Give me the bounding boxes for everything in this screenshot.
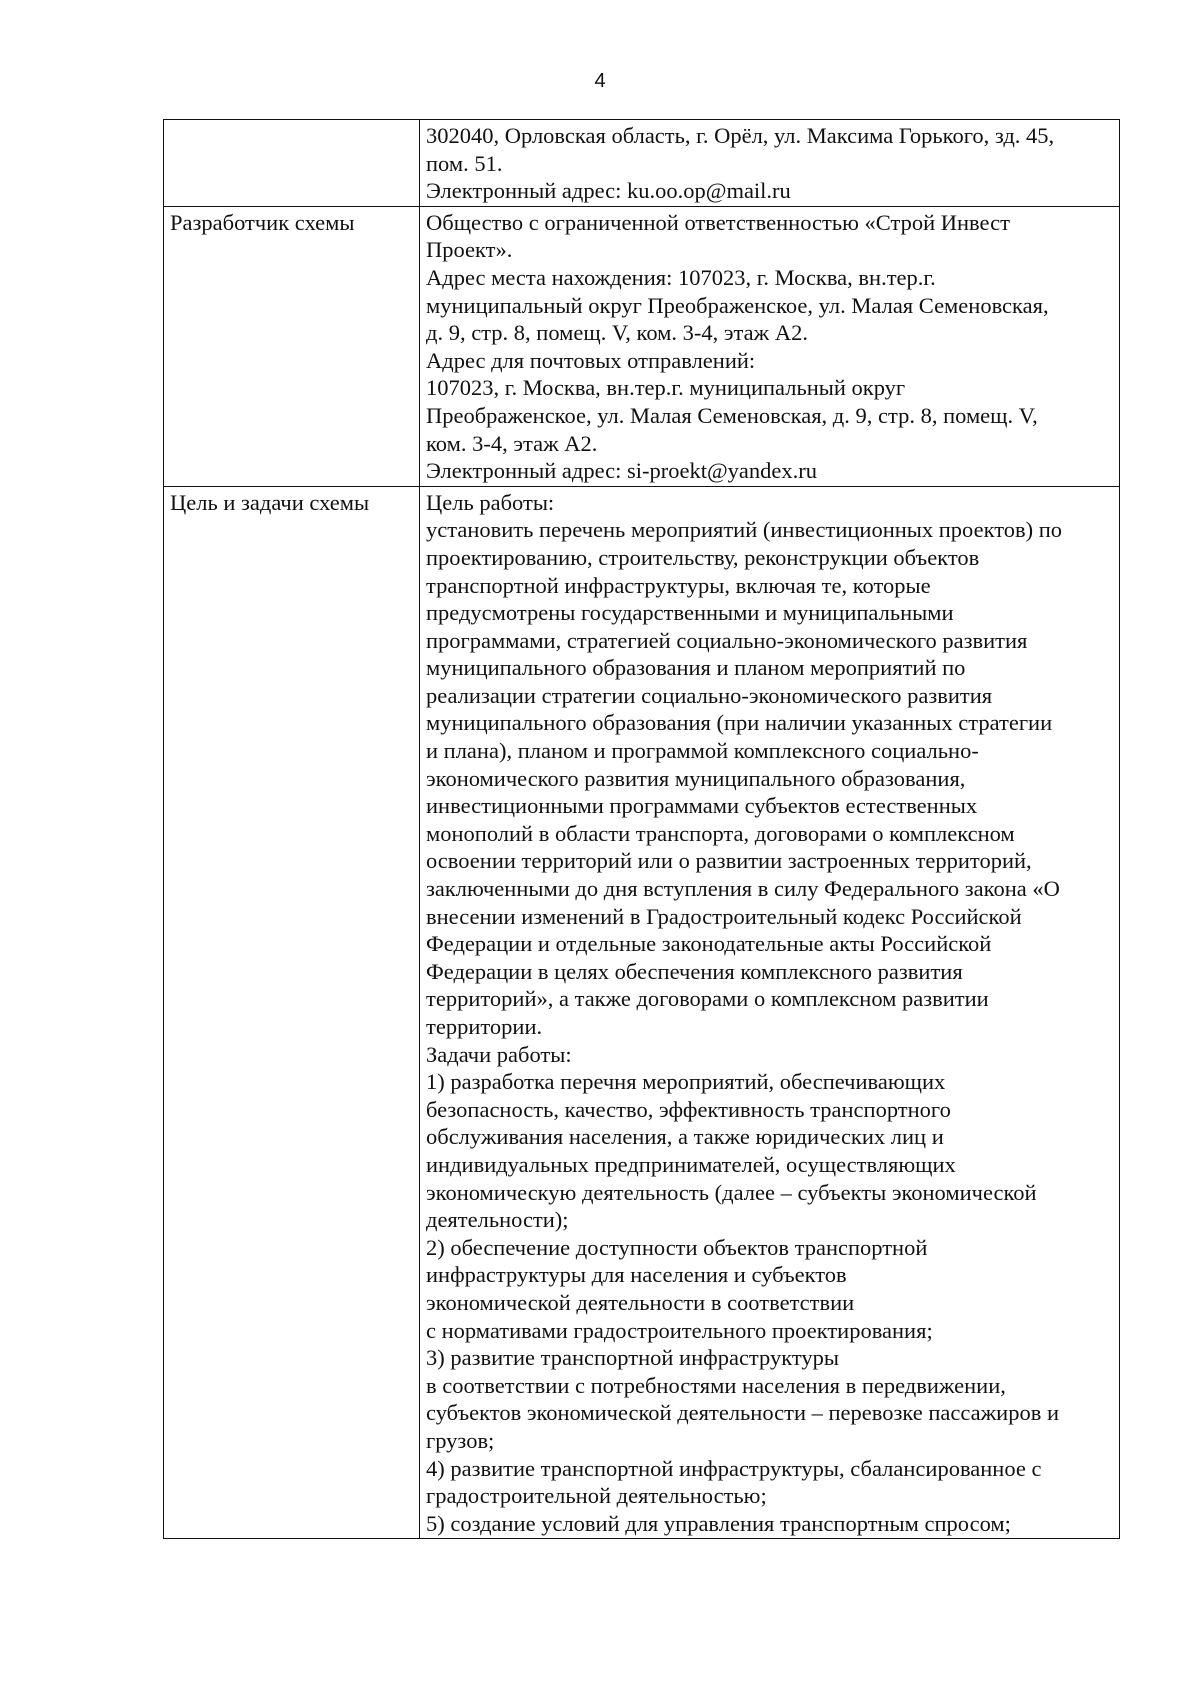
table-row <box>164 206 1120 486</box>
row-value-line: монополий в области транспорта, договорами о комплексном <box>426 820 1015 846</box>
row-value-line: транспортной инфраструктуры, включая те, которые <box>426 572 931 598</box>
row-value-line: 302040, Орловская область, г. Орёл, ул. Максима Горького, зд. 45, <box>426 123 1055 148</box>
row-value-line: безопасность, качество, эффективность транспортного <box>426 1096 951 1122</box>
row-value-line: Общество с ограниченной ответственностью «Строй Инвест <box>426 209 1010 235</box>
row-value-line: 5) создание условий для управления транспортным спросом; <box>426 1510 1011 1536</box>
row-value-line: территории. <box>426 1014 543 1039</box>
row-value-line: инвестиционными программами субъектов естественных <box>426 793 978 819</box>
row-value-cell <box>420 486 1120 1539</box>
row-value-line: обслуживания населения, а также юридических лиц и <box>426 1124 944 1150</box>
row-value-line: заключенными до дня вступления в силу Федерального закона «О <box>426 876 1060 902</box>
row-value-line: экономического развития муниципального образования, <box>426 765 966 791</box>
row-value-cell <box>420 120 1120 207</box>
row-value-line: Проект». <box>426 237 513 263</box>
row-value-line: 4) развитие транспортной инфраструктуры, сбалансированное с <box>426 1455 1042 1481</box>
row-value-line: и плана), планом и программой комплексного социально- <box>426 738 979 764</box>
row-value-line: деятельности); <box>426 1207 569 1233</box>
row-label: Цель и задачи схемы <box>170 489 370 515</box>
row-value-line: Адрес для почтовых отправлений: <box>426 347 756 373</box>
row-value-line: ком. 3-4, этаж А2. <box>426 430 598 456</box>
row-value-line: муниципальный округ Преображенское, ул. Малая Семеновская, <box>426 292 1049 318</box>
row-value-line: внесении изменений в Градостроительный кодекс Российской <box>426 903 1022 929</box>
row-value-line: Федерации и отдельные законодательные акты Российской <box>426 931 992 957</box>
row-value-line: территорий», а также договорами о комплексном развитии <box>426 986 989 1012</box>
row-value-line: Цель работы: <box>426 489 555 515</box>
row-value-line: проектированию, строительству, реконструкции объектов <box>426 544 980 570</box>
row-value-line: 107023, г. Москва, вн.тер.г. муниципальный округ <box>426 375 906 401</box>
page-number: 4 <box>594 70 606 92</box>
row-label-cell <box>164 486 420 1539</box>
row-value-line: с нормативами градостроительного проектирования; <box>426 1317 933 1343</box>
row-value-line: пом. 51. <box>426 150 503 176</box>
row-value-line: инфраструктуры для населения и субъектов <box>426 1262 847 1288</box>
table-row <box>164 120 1120 207</box>
row-value-line: муниципального образования (при наличии указанных стратегии <box>426 710 1053 736</box>
row-value-line: индивидуальных предпринимателей, осуществляющих <box>426 1151 956 1177</box>
info-table-body <box>164 120 1120 1539</box>
row-value-line: программами, стратегией социально-экономического развития <box>426 627 1028 653</box>
row-value-line: установить перечень мероприятий (инвестиционных проектов) по <box>426 517 1063 543</box>
table-row <box>164 486 1120 1539</box>
row-label-cell <box>164 120 420 207</box>
row-value-line: 3) развитие транспортной инфраструктуры <box>426 1345 840 1371</box>
row-value-line: в соответствии с потребностями населения в передвижении, <box>426 1372 1006 1398</box>
row-value-line: субъектов экономической деятельности – перевозке пассажиров и <box>426 1400 1060 1426</box>
row-value-line: 2) обеспечение доступности объектов транспортной <box>426 1234 928 1260</box>
row-value-line: Федерации в целях обеспечения комплексного развития <box>426 958 963 984</box>
row-value-line: экономическую деятельность (далее – субъекты экономической <box>426 1179 1037 1205</box>
row-value-cell <box>420 206 1120 486</box>
row-value-line: градостроительной деятельностью; <box>426 1483 767 1509</box>
info-table <box>163 119 1120 1539</box>
row-value-line: экономической деятельности в соответствии <box>426 1289 855 1315</box>
row-value-line: Адрес места нахождения: 107023, г. Москва, вн.тер.г. <box>426 264 936 290</box>
row-value-line: 1) разработка перечня мероприятий, обеспечивающих <box>426 1069 946 1095</box>
row-value-line: предусмотрены государственными и муниципальными <box>426 600 954 626</box>
row-label: Разработчик схемы <box>170 209 355 235</box>
row-label-cell <box>164 206 420 486</box>
row-value-line: освоении территорий или о развитии застроенных территорий, <box>426 848 1032 874</box>
row-value-line: Преображенское, ул. Малая Семеновская, д. 9, стр. 8, помещ. V, <box>426 402 1038 428</box>
row-value-line: грузов; <box>426 1427 495 1453</box>
row-value-line: Электронный адрес: ku.oo.op@mail.ru <box>426 178 791 204</box>
row-value-line: реализации стратегии социально-экономического развития <box>426 682 993 708</box>
row-value-line: муниципального образования и планом мероприятий по <box>426 655 966 681</box>
row-value-line: д. 9, стр. 8, помещ. V, ком. 3-4, этаж А2. <box>426 320 808 346</box>
row-value-line: Электронный адрес: si-proekt@yandex.ru <box>426 458 818 484</box>
row-value-line: Задачи работы: <box>426 1041 572 1067</box>
